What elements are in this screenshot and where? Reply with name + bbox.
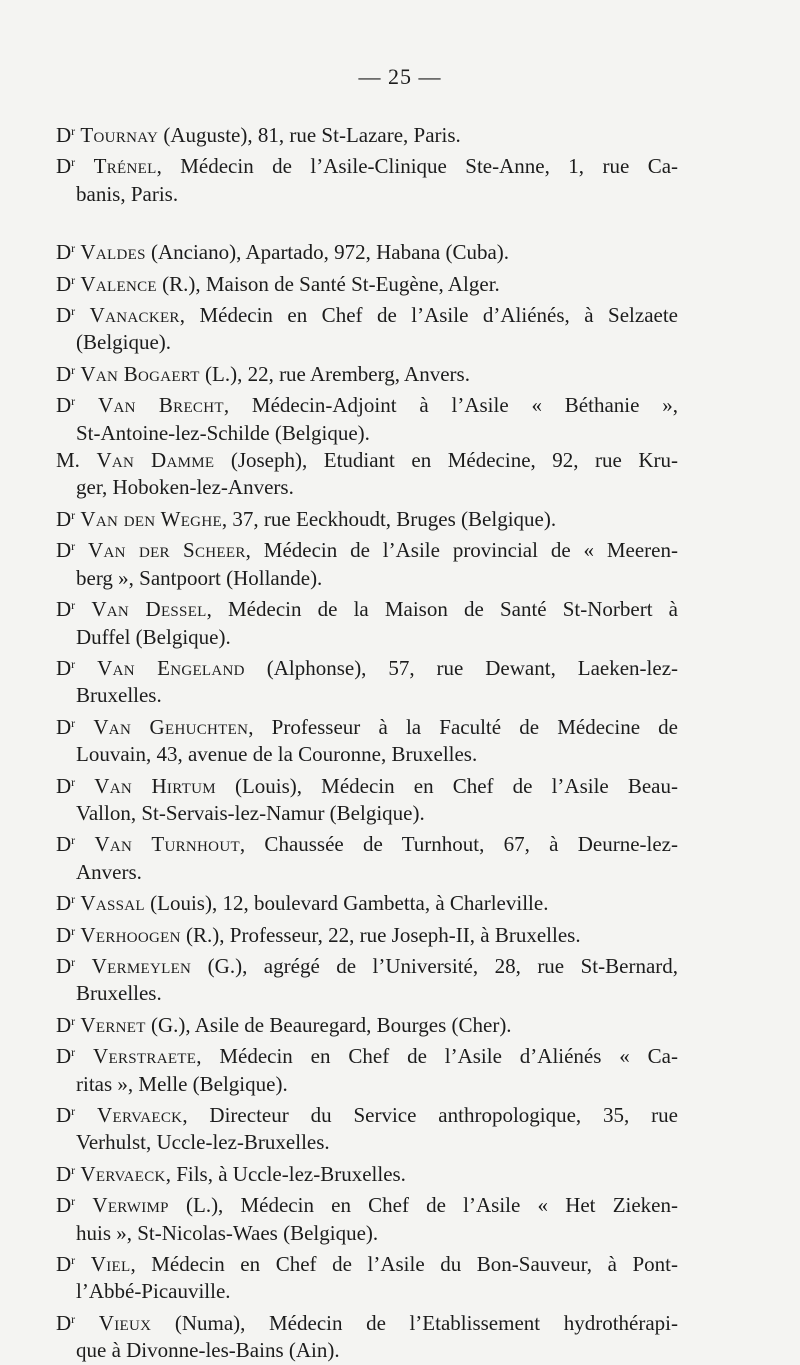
entry-name: Valdes: [80, 240, 146, 265]
entry-title: [56, 272, 75, 296]
entry-line: [56, 827, 678, 858]
entry-line: [56, 235, 678, 266]
entry-name: Van Bogaert: [80, 361, 200, 386]
entry-title: [56, 362, 75, 386]
directory-entry: [56, 769, 678, 828]
entry-text: St-Antoine-lez-Schilde (Belgique).: [76, 420, 370, 445]
section-gap: [56, 208, 678, 235]
entry-text: Vallon, St-Servais-lez-Namur (Belgique).: [76, 800, 425, 825]
directory-entry: [56, 710, 678, 769]
directory-entry: [56, 827, 678, 886]
entry-name: Van Brecht: [98, 393, 224, 418]
title-abbrev: D: [56, 1044, 72, 1069]
directory-entry: [56, 447, 678, 502]
title-abbrev: D: [56, 538, 72, 563]
title-superscript: r: [71, 272, 76, 287]
title-superscript: r: [71, 304, 76, 319]
title-superscript: r: [71, 1162, 76, 1177]
title-superscript: r: [71, 923, 76, 938]
entry-title: [56, 774, 75, 798]
entry-line: [56, 859, 678, 886]
title-abbrev: D: [56, 832, 72, 857]
entry-line: [56, 651, 678, 682]
directory-entry: [56, 502, 678, 533]
title-abbrev: D: [56, 1193, 72, 1218]
entry-line: [56, 565, 678, 592]
entry-name: Verwimp: [92, 1193, 169, 1218]
entry-title: [56, 597, 75, 621]
title-superscript: r: [71, 656, 76, 671]
entry-line: [56, 118, 678, 149]
entry-line: [56, 1129, 678, 1156]
directory-entry: [56, 949, 678, 1008]
entry-text: (Louis), Médecin en Chef de l’Asile Beau-: [215, 773, 678, 798]
title-abbrev: D: [56, 922, 72, 947]
title-superscript: r: [71, 954, 76, 969]
entry-title: [56, 923, 75, 947]
entry-line: [56, 949, 678, 980]
entry-text: (L.), 22, rue Aremberg, Anvers.: [199, 361, 470, 386]
title-abbrev: D: [56, 953, 72, 978]
entry-title: [56, 507, 75, 531]
entry-text: , Professeur à la Faculté de Médecine de: [248, 714, 679, 739]
page-number: — 25 —: [358, 64, 442, 89]
title-superscript: r: [71, 598, 76, 613]
title-superscript: r: [71, 1311, 76, 1326]
entry-text: Louvain, 43, avenue de la Couronne, Bruxelles.: [76, 742, 478, 767]
title-superscript: r: [71, 539, 76, 554]
entry-title: [56, 1162, 75, 1186]
entry-line: [56, 1008, 678, 1039]
entry-name: Viel: [90, 1252, 131, 1277]
entry-line: [56, 1098, 678, 1129]
entry-text: (G.), Asile de Beauregard, Bourges (Cher).: [145, 1012, 512, 1037]
entry-text: berg », Santpoort (Hollande).: [76, 565, 323, 590]
entry-name: Vervaeck: [80, 1161, 166, 1186]
entry-title: [56, 393, 75, 417]
directory-entry: [56, 1188, 678, 1247]
title-abbrev: D: [56, 361, 72, 386]
entry-text: Anvers.: [76, 859, 142, 884]
entry-title: [56, 954, 75, 978]
entry-text: l’Abbé-Picauville.: [76, 1279, 231, 1304]
title-abbrev: D: [56, 773, 72, 798]
title-superscript: r: [71, 155, 76, 170]
entry-text: (L.), Médecin en Chef de l’Asile « Het Zieken-: [168, 1193, 678, 1218]
entry-name: Van Turnhout: [94, 832, 240, 857]
entry-line: [56, 357, 678, 388]
title-abbrev: D: [56, 655, 72, 680]
entry-name: Van Gehuchten: [93, 714, 249, 739]
title-superscript: r: [71, 124, 76, 138]
directory-entry: [56, 357, 678, 388]
entry-title: [56, 538, 75, 562]
entry-title: [56, 1103, 75, 1127]
title-abbrev: D: [56, 123, 72, 147]
entry-text: huis », St-Nicolas-Waes (Belgique).: [76, 1220, 379, 1245]
entry-text: , Médecin en Chef de l’Asile du Bon-Sauveur, à Pont-: [130, 1252, 679, 1277]
directory-entry: [56, 1008, 678, 1039]
entry-name: Tournay: [80, 123, 159, 147]
title-abbrev: D: [56, 1012, 72, 1037]
title-abbrev: D: [56, 506, 72, 531]
directory-entry: [56, 388, 678, 447]
title-abbrev: D: [56, 154, 72, 179]
entry-line: [56, 624, 678, 651]
entry-text: (G.), agrégé de l’Université, 28, rue St-Bernard,: [191, 953, 679, 978]
title-abbrev: D: [56, 303, 72, 328]
entry-text: ritas », Melle (Belgique).: [76, 1071, 288, 1096]
entry-name: Vermeylen: [91, 953, 192, 978]
directory-entry: [56, 1098, 678, 1157]
entry-title: [56, 303, 75, 327]
entry-text: (Auguste), 81, rue St-Lazare, Paris.: [158, 123, 461, 147]
title-superscript: r: [71, 1045, 76, 1060]
title-abbrev: D: [56, 271, 72, 296]
entry-line: [56, 447, 678, 474]
title-superscript: r: [71, 1194, 76, 1209]
title-superscript: r: [71, 833, 76, 848]
directory-entry: [56, 533, 678, 592]
title-abbrev: D: [56, 1103, 72, 1127]
entry-text: (R.), Maison de Santé St-Eugène, Alger.: [156, 271, 500, 296]
title-superscript: r: [71, 774, 76, 789]
entry-text: , Directeur du Service anthropologique, 35, rue: [182, 1103, 678, 1127]
entry-title: [56, 715, 75, 739]
entry-line: [56, 1071, 678, 1098]
entry-line: [56, 1337, 678, 1364]
entry-line: [56, 474, 678, 501]
entry-line: [56, 298, 678, 329]
entry-text: ger, Hoboken-lez-Anvers.: [76, 475, 294, 500]
entry-text: , 37, rue Eeckhoudt, Bruges (Belgique).: [221, 506, 557, 531]
entry-line: [56, 592, 678, 623]
entry-text: (Belgique).: [76, 330, 172, 355]
entry-line: [56, 388, 678, 419]
directory-entry: [56, 235, 678, 266]
directory-entry: [56, 149, 678, 208]
entry-name: Vanacker: [89, 303, 180, 328]
title-abbrev: D: [56, 714, 72, 739]
entry-title: [56, 154, 75, 178]
entry-line: [56, 769, 678, 800]
title-abbrev: D: [56, 597, 72, 622]
entry-line: [56, 533, 678, 564]
entry-text: (R.), Professeur, 22, rue Joseph-II, à Bruxelles.: [180, 922, 581, 947]
entry-line: [56, 1220, 678, 1247]
directory-entry: [56, 267, 678, 298]
directory-entry: [56, 298, 678, 357]
entry-title: [56, 1044, 75, 1068]
title-superscript: r: [71, 394, 76, 409]
entry-text: , Médecin de l’Asile provincial de « Meeren-: [245, 538, 678, 563]
entry-text: (Louis), 12, boulevard Gambetta, à Charleville.: [144, 891, 549, 916]
entry-text: , Chaussée de Turnhout, 67, à Deurne-lez-: [239, 832, 678, 857]
entry-line: [56, 1247, 678, 1278]
entry-name: Van der Scheer: [88, 538, 246, 563]
entry-name: Van Dessel: [91, 597, 207, 622]
title-abbrev: D: [56, 1161, 72, 1186]
entry-title: [56, 656, 75, 680]
entry-text: (Joseph), Etudiant en Médecine, 92, rue Kru-: [214, 448, 678, 473]
entry-line: [56, 267, 678, 298]
entry-text: que à Divonne-les-Bains (Ain).: [76, 1338, 340, 1363]
directory-entry: [56, 1247, 678, 1306]
title-abbrev: D: [56, 393, 72, 418]
entry-name: Verstraete: [93, 1044, 197, 1069]
entry-name: Verhoogen: [80, 922, 181, 947]
directory-entry: [56, 1157, 678, 1188]
entry-title: [56, 240, 75, 264]
entry-title: [56, 832, 75, 856]
entry-title: [56, 1193, 75, 1217]
directory-entry: [56, 886, 678, 917]
title-superscript: r: [71, 241, 76, 256]
entry-name: Vieux: [98, 1310, 152, 1335]
entry-line: [56, 1188, 678, 1219]
entry-name: Van Engeland: [97, 655, 245, 680]
entry-line: [56, 886, 678, 917]
entry-name: Trénel: [93, 154, 157, 179]
entry-line: [56, 502, 678, 533]
entry-name: Vassal: [80, 891, 145, 916]
entry-line: [56, 800, 678, 827]
entry-text: , Médecin de la Maison de Santé St-Norbert à: [206, 597, 679, 622]
entry-title: [56, 1311, 75, 1335]
entry-line: [56, 1039, 678, 1070]
entry-text: , Médecin de l’Asile-Clinique Ste-Anne, 1, rue Ca-: [156, 154, 679, 179]
title-superscript: r: [71, 1104, 76, 1118]
entry-name: Van den Weghe: [80, 506, 222, 531]
directory-entry: [56, 118, 678, 149]
title-superscript: r: [71, 715, 76, 730]
entry-text: , Médecin en Chef de l’Asile d’Aliénés « Ca-: [196, 1044, 678, 1069]
entry-text: banis, Paris.: [76, 181, 179, 206]
title-abbrev: D: [56, 1310, 72, 1335]
title-superscript: r: [71, 362, 76, 377]
entry-line: [56, 710, 678, 741]
directory-entry: [56, 918, 678, 949]
entry-line: [56, 682, 678, 709]
entry-line: [56, 1157, 678, 1188]
title-abbrev: D: [56, 1252, 72, 1277]
entry-text: (Alphonse), 57, rue Dewant, Laeken-lez-: [244, 655, 679, 680]
entry-title: [56, 891, 75, 915]
directory-list: [56, 118, 678, 1365]
entry-line: [56, 741, 678, 768]
entry-title: [56, 448, 80, 472]
entry-text: Bruxelles.: [76, 683, 162, 708]
directory-entry: [56, 1306, 678, 1365]
entry-name: Vervaeck: [97, 1103, 183, 1127]
entry-line: [56, 918, 678, 949]
entry-name: Van Hirtum: [94, 773, 216, 798]
entry-line: [56, 329, 678, 356]
title-superscript: r: [71, 507, 76, 522]
directory-entry: [56, 1039, 678, 1098]
entry-line: [56, 181, 678, 208]
title-superscript: r: [71, 1253, 76, 1268]
title-abbrev: D: [56, 891, 72, 916]
entry-text: , Médecin en Chef de l’Asile d’Aliénés, à Selzaete: [179, 303, 678, 328]
entry-title: [56, 1252, 75, 1276]
entry-line: [56, 149, 678, 180]
entry-text: Bruxelles.: [76, 981, 162, 1006]
entry-line: [56, 1278, 678, 1305]
entry-name: Van Damme: [96, 448, 215, 473]
entry-text: Verhulst, Uccle-lez-Bruxelles.: [76, 1130, 330, 1155]
title-abbrev: D: [56, 240, 72, 265]
entry-text: , Médecin-Adjoint à l’Asile « Béthanie »,: [223, 393, 678, 418]
entry-text: (Anciano), Apartado, 972, Habana (Cuba).: [145, 240, 510, 265]
entry-name: Valence: [80, 271, 157, 296]
title-superscript: r: [71, 892, 76, 907]
title-abbrev: M.: [56, 448, 80, 473]
title-superscript: r: [71, 1013, 76, 1028]
entry-title: [56, 1013, 75, 1037]
entry-title: [56, 123, 75, 147]
entry-text: , Fils, à Uccle-lez-Bruxelles.: [165, 1161, 406, 1186]
entry-line: [56, 1306, 678, 1337]
entry-line: [56, 420, 678, 447]
entry-line: [56, 980, 678, 1007]
directory-entry: [56, 592, 678, 651]
directory-entry: [56, 651, 678, 710]
entry-text: (Numa), Médecin de l’Etablissement hydrothérapi-: [151, 1310, 678, 1335]
entry-text: Duffel (Belgique).: [76, 624, 231, 649]
entry-name: Vernet: [80, 1012, 146, 1037]
